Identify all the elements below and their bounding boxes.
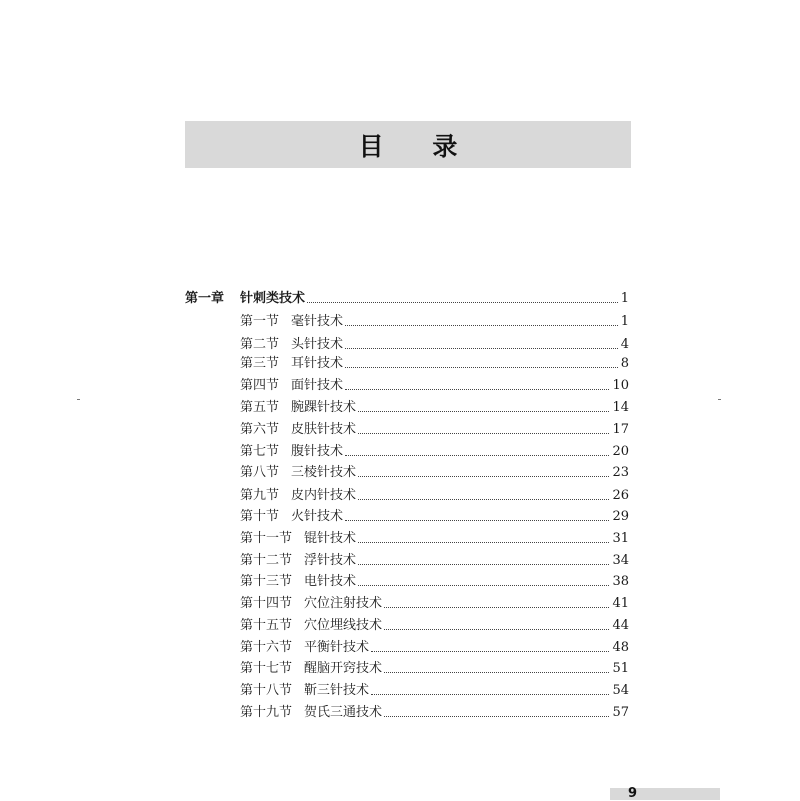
toc-section-entry[interactable]: [240, 507, 629, 527]
toc-section-entry[interactable]: [240, 659, 629, 679]
toc-section-entry[interactable]: [240, 594, 629, 614]
toc-section-entry[interactable]: [240, 420, 629, 440]
section-page: 29: [612, 509, 629, 524]
toc-section-entry[interactable]: [240, 376, 629, 396]
section-page: 26: [612, 488, 629, 503]
chapter-title: 针刺类技术: [240, 291, 306, 306]
dot-leader: [307, 302, 618, 303]
toc-section-entry[interactable]: [240, 335, 629, 355]
section-title: 靳三针技术: [304, 683, 370, 698]
section-number: 第五节: [240, 400, 280, 415]
section-number: 第十四节: [240, 596, 293, 611]
dot-leader: [358, 476, 609, 477]
section-number: 第七节: [240, 444, 280, 459]
dot-leader: [345, 325, 618, 326]
section-page: 54: [612, 683, 629, 698]
section-title: 毫针技术: [291, 314, 344, 329]
section-number: 第八节: [240, 465, 280, 480]
section-page: 41: [612, 596, 629, 611]
section-title: 皮肤针技术: [291, 422, 357, 437]
toc-section-entry[interactable]: [240, 572, 629, 592]
toc-section-entry[interactable]: [240, 529, 629, 549]
toc-section-entry[interactable]: [240, 616, 629, 636]
dot-leader: [358, 564, 609, 565]
toc-section-entry[interactable]: [240, 551, 629, 571]
dot-leader: [345, 389, 609, 390]
section-title: 皮内针技术: [291, 488, 357, 503]
dot-leader: [345, 520, 609, 521]
section-number: 第三节: [240, 356, 280, 371]
section-page: 1: [620, 314, 629, 329]
dot-leader: [358, 499, 609, 500]
section-page: 48: [612, 640, 629, 655]
section-page: 8: [620, 356, 629, 371]
section-title: 浮针技术: [304, 553, 357, 568]
section-number: 第二节: [240, 337, 280, 352]
section-title: 面针技术: [291, 378, 344, 393]
dot-leader: [384, 607, 609, 608]
dot-leader: [358, 585, 609, 586]
section-page: 44: [612, 618, 629, 633]
section-title: 穴位埋线技术: [304, 618, 383, 633]
section-page: 38: [612, 574, 629, 589]
section-title: 锟针技术: [304, 531, 357, 546]
toc-section-entry[interactable]: [240, 398, 629, 418]
section-number: 第六节: [240, 422, 280, 437]
dot-leader: [345, 348, 618, 349]
section-number: 第十八节: [240, 683, 293, 698]
section-title: 三棱针技术: [291, 465, 357, 480]
section-title: 电针技术: [304, 574, 357, 589]
section-number: 第十二节: [240, 553, 293, 568]
section-number: 第十三节: [240, 574, 293, 589]
section-title: 腹针技术: [291, 444, 344, 459]
toc-section-entry[interactable]: [240, 463, 629, 483]
section-page: 57: [612, 705, 629, 720]
section-title: 平衡针技术: [304, 640, 370, 655]
section-page: 10: [612, 378, 629, 393]
section-page: 23: [612, 465, 629, 480]
section-number: 第十六节: [240, 640, 293, 655]
toc-section-entry[interactable]: [240, 486, 629, 506]
chapter-page: 1: [620, 291, 629, 306]
section-title: 头针技术: [291, 337, 344, 352]
section-number: 第九节: [240, 488, 280, 503]
section-number: 第十一节: [240, 531, 293, 546]
page-number-banner: [610, 788, 720, 800]
section-number: 第一节: [240, 314, 280, 329]
section-number: 第十七节: [240, 661, 293, 676]
toc-section-entry[interactable]: [240, 681, 629, 701]
section-page: 14: [612, 400, 629, 415]
dot-leader: [384, 716, 609, 717]
toc-section-entry[interactable]: [240, 312, 629, 332]
toc-title: 目 录: [358, 131, 478, 161]
section-title: 醒脑开窍技术: [304, 661, 383, 676]
page-number: 9: [628, 786, 638, 801]
section-number: 第十节: [240, 509, 280, 524]
section-title: 穴位注射技术: [304, 596, 383, 611]
section-page: 51: [612, 661, 629, 676]
section-title: 耳针技术: [291, 356, 344, 371]
section-title: 腕踝针技术: [291, 400, 357, 415]
toc-section-entry[interactable]: [240, 354, 629, 374]
section-number: 第十五节: [240, 618, 293, 633]
dot-leader: [384, 672, 609, 673]
dot-leader: [371, 694, 609, 695]
section-page: 4: [620, 337, 629, 352]
toc-section-entry[interactable]: [240, 638, 629, 658]
section-title: 火针技术: [291, 509, 344, 524]
dot-leader: [384, 629, 609, 630]
dot-leader: [345, 367, 618, 368]
dot-leader: [358, 411, 609, 412]
dot-leader: [358, 433, 609, 434]
section-title: 贺氏三通技术: [304, 705, 383, 720]
dot-leader: [358, 542, 609, 543]
dot-leader: [345, 455, 609, 456]
section-page: 17: [612, 422, 629, 437]
toc-chapter-entry[interactable]: [185, 289, 629, 309]
section-number: 第十九节: [240, 705, 293, 720]
toc-section-entry[interactable]: [240, 703, 629, 723]
section-page: 34: [612, 553, 629, 568]
section-page: 31: [612, 531, 629, 546]
dot-leader: [371, 651, 609, 652]
toc-section-entry[interactable]: [240, 442, 629, 462]
section-page: 20: [612, 444, 629, 459]
section-number: 第四节: [240, 378, 280, 393]
chapter-number: 第一章: [185, 291, 225, 306]
